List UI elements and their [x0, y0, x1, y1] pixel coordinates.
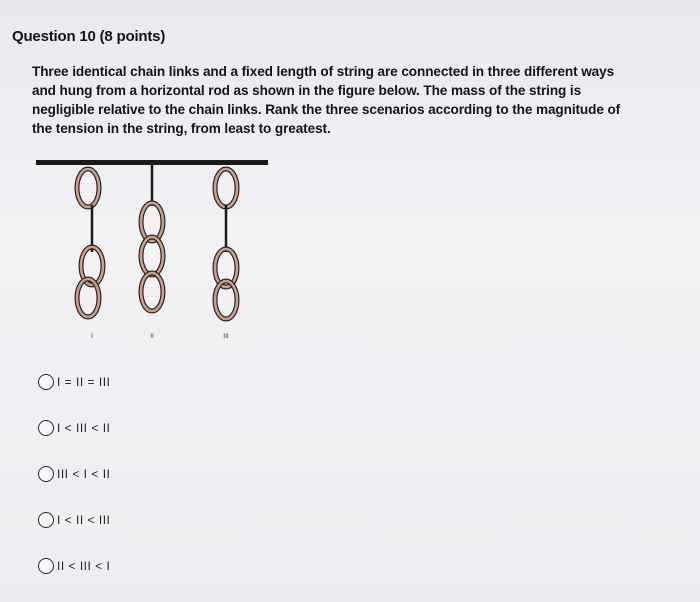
answer-option-3[interactable]: [38, 464, 110, 484]
option-label: I < III < II: [57, 421, 111, 435]
radio-button[interactable]: [38, 374, 54, 390]
option-label: II < III < I: [57, 559, 111, 573]
answer-option-4[interactable]: [38, 510, 110, 530]
radio-button[interactable]: [38, 512, 54, 528]
scenario-3: [215, 169, 237, 319]
answer-option-2[interactable]: [38, 418, 110, 438]
answer-options: [38, 372, 110, 602]
link-2c: [141, 273, 163, 311]
scenario-1: [77, 169, 103, 317]
answer-option-5[interactable]: [38, 556, 110, 576]
horizontal-rod: [36, 160, 268, 165]
radio-button[interactable]: [38, 558, 54, 574]
figure-svg: [36, 150, 276, 350]
question-text: Three identical chain links and a fixed length of string are connected in three different ways and hung from a horizontal rod as shown in the figure below. The mass of the string is negligible relative to the chain links. Rank the three scenarios according to the magnitude of the tension in the string, from least to greatest.: [32, 64, 621, 136]
radio-button[interactable]: [38, 420, 54, 436]
answer-option-1[interactable]: [38, 372, 110, 392]
option-label: I < II < III: [57, 513, 111, 527]
scenario-2: [141, 165, 163, 311]
link-1a: [77, 169, 99, 207]
option-label: III < I < II: [57, 467, 111, 481]
scenario-label-1: I: [91, 333, 93, 340]
option-label: I = II = III: [57, 375, 111, 389]
scenario-label-3: III: [223, 333, 229, 340]
question-title: Question 10 (8 points): [12, 28, 166, 45]
chain-links-figure: [36, 150, 276, 350]
scenario-label-2: II: [150, 333, 154, 340]
link-3a: [215, 169, 237, 207]
radio-button[interactable]: [38, 466, 54, 482]
